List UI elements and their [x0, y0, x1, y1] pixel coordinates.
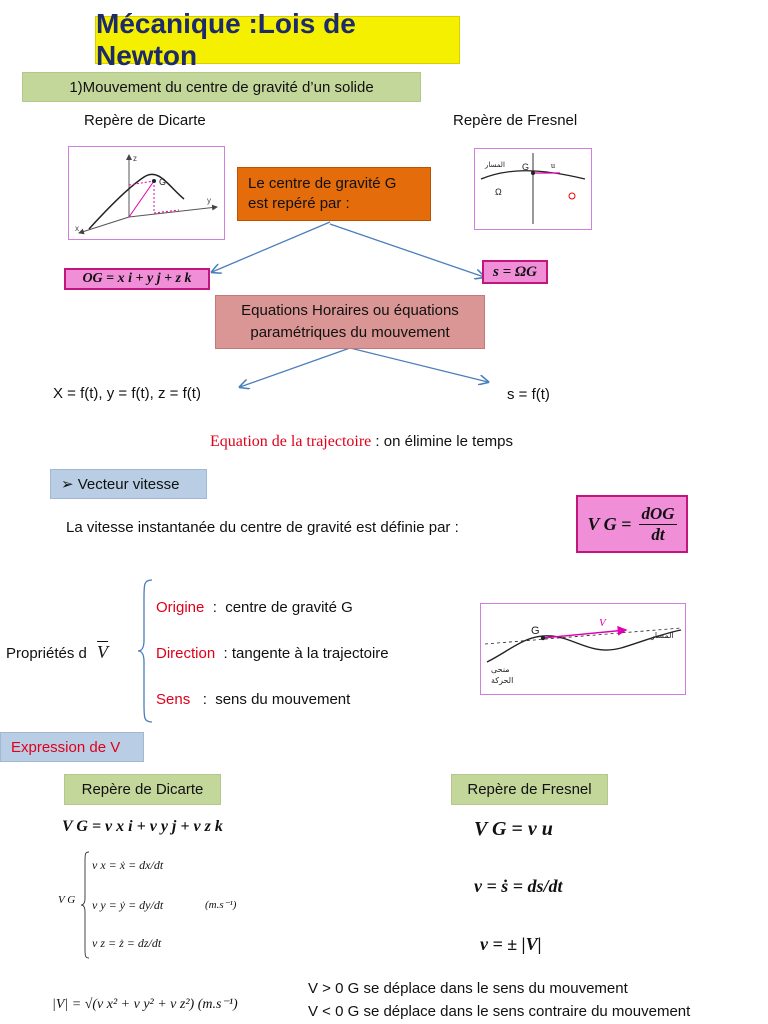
prop-sens-value: sens du mouvement	[215, 691, 351, 708]
centre-gravite-box: Le centre de gravité G est repéré par :	[237, 167, 431, 221]
arrow-to-og	[212, 222, 330, 272]
expression-v-heading: Expression de V	[0, 732, 144, 762]
cart-vy: v y = ẏ = dy/dt	[92, 898, 164, 912]
vg-formula-num: dOG	[641, 503, 675, 523]
vel-arabic-sens2: الحركة	[491, 676, 514, 685]
cart-vz: v z = ż = dz/dt	[92, 936, 162, 950]
trajectoire-label: Equation de la trajectoire	[210, 433, 372, 450]
cart-repere-heading: Repère de Dicarte	[64, 774, 221, 805]
prop-sens	[156, 691, 350, 708]
arrow-to-s-eq	[350, 348, 488, 382]
cart-norm: |V| = √(v x² + v y² + v z²) (m.s⁻¹)	[52, 997, 238, 1012]
fres-vg-formula: V G = v u	[474, 818, 553, 840]
xyz-equations: X = f(t), y = f(t), z = f(t)	[53, 385, 201, 402]
equations-horaires-box: Equations Horaires ou équations paramétriques du mouvement	[215, 295, 485, 349]
fres-repere-heading: Repère de Fresnel	[451, 774, 608, 805]
prop-direction-value: tangente à la trajectoire	[231, 645, 389, 662]
vel-arabic-path: المسار	[651, 631, 674, 640]
trajectoire-line	[210, 433, 513, 451]
cart-vx: v x = ẋ = dx/dt	[92, 858, 164, 872]
arrow-to-s	[330, 224, 484, 277]
page-title: Mécanique :Lois de Newton	[95, 16, 460, 64]
cart-x-label: x	[75, 224, 79, 233]
vg-formula-den: dt	[651, 524, 665, 544]
fres-u-label: u	[551, 161, 555, 170]
og-formula: OG = x i + y j + z k	[64, 268, 210, 290]
velocity-diagram	[480, 603, 686, 695]
prop-origine-sep: :	[204, 599, 226, 616]
prop-origine-key: Origine	[156, 599, 205, 616]
velocity-figure	[481, 604, 685, 694]
prop-direction-sep: :	[215, 645, 232, 662]
condition-negative: V < 0 G se déplace dans le sens contraire du mouvement	[308, 1003, 691, 1020]
prop-origine	[156, 599, 353, 616]
cart-y-label: y	[207, 196, 211, 205]
arrow-to-xyz	[240, 348, 350, 387]
cart-unit: (m.s⁻¹)	[205, 899, 237, 911]
proprietes-text: Propriétés d	[6, 645, 87, 662]
prop-direction-key: Direction	[156, 645, 216, 662]
proprietes-label	[6, 642, 108, 663]
vg-fraction	[639, 504, 676, 545]
s-formula: s = ΩG	[482, 260, 548, 284]
fres-g-label: G	[522, 162, 530, 172]
vecteur-vitesse-heading: ➢ Vecteur vitesse	[50, 469, 207, 499]
cart-z-label: z	[133, 154, 137, 163]
prop-direction	[156, 645, 389, 662]
v-symbol: $\overline{V}$	[97, 642, 109, 662]
vel-v-label: V	[599, 617, 606, 629]
prop-sens-key: Sens	[156, 691, 191, 708]
repere-fresnel-heading: Repère de Fresnel	[453, 112, 578, 129]
prop-origine-value: centre de gravité G	[225, 599, 353, 616]
s-equation: s = f(t)	[507, 386, 550, 403]
cart-g-label: G	[159, 177, 167, 187]
vitesse-definition: La vitesse instantanée du centre de gravité est définie par :	[66, 519, 459, 536]
prop-sens-sep: :	[190, 691, 216, 708]
repere-dicarte-heading: Repère de Dicarte	[84, 112, 206, 129]
vel-arabic-sens1: منحى	[491, 665, 510, 674]
fres-arabic-path: المسار	[485, 161, 505, 169]
vg-formula-left: V G =	[587, 513, 632, 534]
cart-vg-formula: V G = v x i + v y j + v z k	[62, 818, 223, 835]
cart-vg-short: V G	[58, 894, 76, 906]
arrows-layer	[0, 0, 768, 420]
fres-v-formula: v = ṡ = ds/dt	[474, 876, 563, 896]
vg-definition-formula	[576, 495, 688, 553]
cart-brace-icon	[80, 850, 90, 960]
fres-v-abs: v = ± |V|	[480, 934, 542, 954]
condition-positive: V > 0 G se déplace dans le sens du mouvement	[308, 980, 628, 997]
fres-omega-label: Ω	[495, 187, 502, 197]
trajectoire-text: : on élimine le temps	[371, 433, 513, 450]
vel-g-label: G	[531, 625, 540, 637]
section-heading: 1)Mouvement du centre de gravité d’un solide	[22, 72, 421, 102]
brace-icon	[136, 578, 156, 724]
